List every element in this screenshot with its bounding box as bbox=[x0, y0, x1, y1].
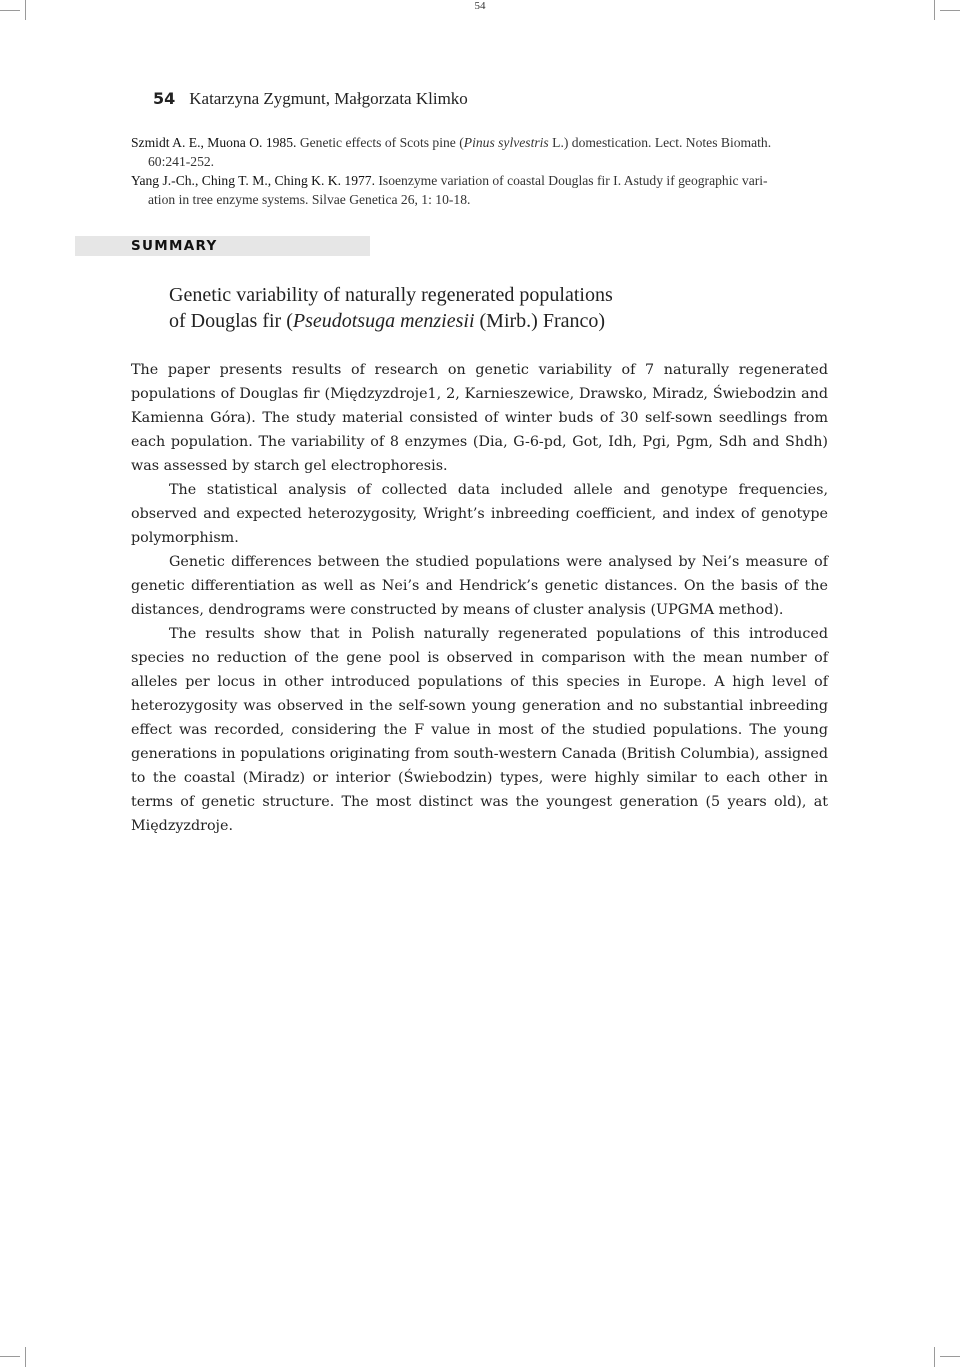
reference-item bbox=[131, 171, 831, 209]
summary-title bbox=[169, 282, 809, 334]
ref-year: 1985. bbox=[265, 135, 297, 150]
summary-paragraph: The statistical analysis of collected data included allele and genotype frequencies, observed and expected heterozygosity, Wright’s inbreeding coefficient, and index of genotype polymorphism. bbox=[131, 482, 828, 546]
ref-title: Isoenzyme variation of coastal Douglas fir I. Astudy if geographic vari- bbox=[378, 173, 768, 188]
top-folio: 54 bbox=[474, 0, 486, 12]
ref-continuation: 60:241-252. bbox=[148, 154, 215, 169]
crop-mark bbox=[940, 1356, 960, 1357]
ref-year: 1977. bbox=[344, 173, 375, 188]
reference-list bbox=[131, 133, 831, 209]
running-head bbox=[153, 89, 468, 109]
ref-title: Genetic effects of Scots pine ( bbox=[299, 135, 464, 150]
summary-paragraph: The paper presents results of research on genetic variability of 7 naturally regenerated populations of Douglas fir (Międzyzdroje1, 2, Karnieszewice, Drawsko, Miradz, Świebodzin and Kamienna Góra). The study material consisted of winter buds of 30 self-sown seedlings from each population. The variability of 8 enzymes (Dia, G-6-pd, Got, Idh, Pgi, Pgm, Sdh and Shdh) was assessed by starch gel electrophoresis. bbox=[131, 362, 828, 474]
summary-title-post: (Mirb.) Franco) bbox=[474, 310, 606, 332]
summary-paragraph: Genetic differences between the studied populations were analysed by Nei’s measure of genetic differentiation as well as Nei’s and Hendrick’s genetic distances. On the basis of the distances, dendrograms were constructed by means of cluster analysis (UPGMA method). bbox=[131, 554, 828, 618]
reference-item bbox=[131, 133, 831, 171]
ref-authors: Yang J.-Ch., Ching T. M., Ching K. K. bbox=[131, 173, 341, 188]
crop-mark bbox=[0, 1356, 20, 1357]
summary-body bbox=[131, 358, 828, 838]
ref-species: Pinus sylvestris bbox=[463, 135, 549, 150]
summary-heading-bar bbox=[75, 236, 370, 256]
ref-continuation: ation in tree enzyme systems. Silvae Genetica 26, 1: 10-18. bbox=[148, 192, 471, 207]
page-number: 54 bbox=[153, 89, 176, 108]
crop-mark bbox=[25, 1347, 26, 1367]
summary-heading: SUMMARY bbox=[131, 238, 218, 254]
crop-mark bbox=[934, 1347, 935, 1367]
summary-title-line1: Genetic variability of naturally regenerated populations bbox=[169, 284, 613, 306]
summary-title-pre: of Douglas fir ( bbox=[169, 310, 293, 332]
ref-title-rest: L.) domestication. Lect. Notes Biomath. bbox=[552, 135, 772, 150]
running-head-authors: Katarzyna Zygmunt, Małgorzata Klimko bbox=[189, 89, 468, 108]
summary-paragraph: The results show that in Polish naturally regenerated populations of this introduced species no reduction of the gene pool is observed in comparison with the mean number of alleles per locus in other introduced populations of this species in Europe. A high level of heterozygosity was observed in the self-sown young generation and no substantial inbreeding effect was recorded, considering the F value in most of the studied populations. The young generations in populations originating from south-western Canada (British Columbia), assigned to the coastal (Miradz) or interior (Świebodzin) types, were highly similar to each other in terms of genetic structure. The most distinct was the youngest generation (5 years old), at Międzyzdroje. bbox=[131, 626, 828, 834]
ref-authors: Szmidt A. E., Muona O. bbox=[131, 135, 263, 150]
summary-title-species: Pseudotsuga menziesii bbox=[292, 310, 475, 332]
